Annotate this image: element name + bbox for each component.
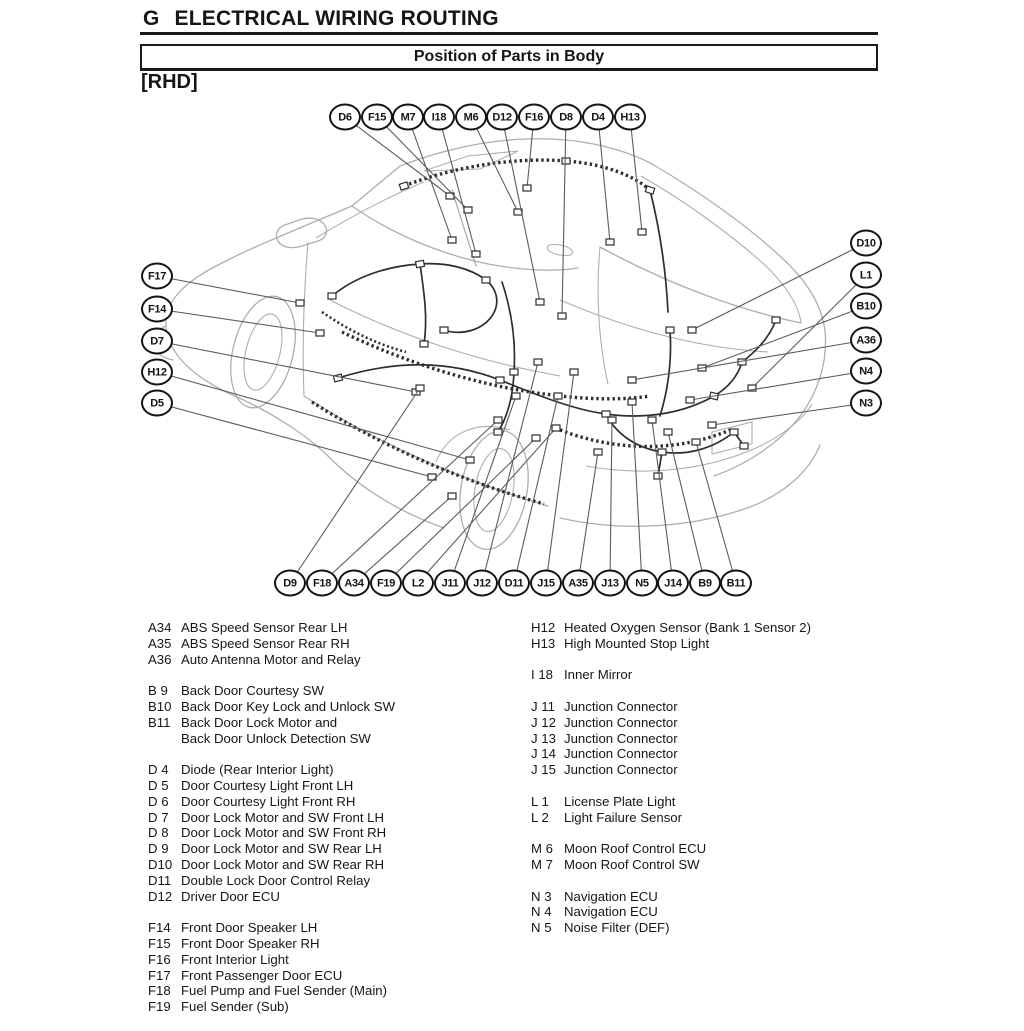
legend-name: Double Lock Door Control Relay — [181, 872, 371, 888]
legend-entry — [531, 810, 961, 826]
legend-name: License Plate Light — [564, 793, 676, 809]
legend-name: Fuel Pump and Fuel Sender (Main) — [181, 983, 387, 999]
legend-entry — [148, 841, 528, 857]
legend-entry — [148, 983, 528, 999]
legend-name: Back Door Key Lock and Unlock SW — [181, 698, 396, 714]
legend-entry — [531, 857, 961, 873]
legend-group — [148, 920, 528, 1015]
legend-name: Light Failure Sensor — [564, 809, 683, 825]
legend-entry — [148, 889, 528, 905]
callout-f18: F18 — [306, 570, 338, 597]
callout-a35: A35 — [562, 570, 594, 597]
legend-code: L 2 — [531, 809, 549, 825]
legend-name: Junction Connector — [564, 714, 678, 730]
legend-group — [531, 794, 961, 826]
legend-entry — [531, 794, 961, 810]
legend-entry — [148, 999, 528, 1015]
legend-code: N 5 — [531, 920, 552, 936]
legend-entry — [531, 841, 961, 857]
legend-name: Diode (Rear Interior Light) — [181, 762, 334, 778]
section-letter: G — [143, 7, 160, 30]
callout-h12: H12 — [141, 359, 173, 386]
legend-group — [148, 762, 528, 904]
legend-entry — [531, 636, 961, 652]
callout-d9: D9 — [274, 570, 306, 597]
callout-a36: A36 — [850, 327, 882, 354]
callout-j12: J12 — [466, 570, 498, 597]
callout-f15: F15 — [361, 104, 393, 131]
callout-f19: F19 — [370, 570, 402, 597]
callout-b11: B11 — [720, 570, 752, 597]
car-outline — [153, 139, 826, 555]
callout-j11: J11 — [434, 570, 466, 597]
legend-code: F16 — [148, 951, 171, 967]
callout-a34: A34 — [338, 570, 370, 597]
legend-code: D 6 — [148, 793, 169, 809]
legend-name: Front Door Speaker LH — [181, 920, 318, 936]
legend-code: B 9 — [148, 683, 168, 699]
legend-code: F17 — [148, 967, 171, 983]
callout-j14: J14 — [657, 570, 689, 597]
callout-j13: J13 — [594, 570, 626, 597]
legend-name: High Mounted Stop Light — [564, 635, 710, 651]
legend-entry — [148, 715, 528, 731]
legend-entry — [148, 952, 528, 968]
callout-d12: D12 — [486, 104, 518, 131]
legend-column-left — [148, 620, 528, 1031]
legend-name: Junction Connector — [564, 730, 678, 746]
legend-name: Auto Antenna Motor and Relay — [181, 651, 361, 667]
section-title-text: ELECTRICAL WIRING ROUTING — [174, 7, 499, 30]
legend-name: Door Lock Motor and SW Rear LH — [181, 841, 382, 857]
legend-entry — [148, 936, 528, 952]
callout-i18: I18 — [423, 104, 455, 131]
legend-code: A36 — [148, 651, 172, 667]
leader-lines — [157, 117, 866, 583]
legend-entry — [531, 920, 961, 936]
legend-entry — [148, 794, 528, 810]
legend-entry — [148, 620, 528, 636]
legend-code: A35 — [148, 635, 172, 651]
legend-code: D 9 — [148, 841, 169, 857]
legend-name: Front Passenger Door ECU — [181, 967, 343, 983]
callout-d5: D5 — [141, 390, 173, 417]
banner-title: Position of Parts in Body — [413, 48, 605, 65]
legend-group — [531, 889, 961, 936]
legend-entry — [148, 762, 528, 778]
legend-name: Back Door Unlock Detection SW — [181, 730, 371, 746]
callout-d4: D4 — [582, 104, 614, 131]
legend-entry — [148, 778, 528, 794]
callout-b10: B10 — [850, 293, 882, 320]
legend-name: Navigation ECU — [564, 904, 658, 920]
callout-b9: B9 — [689, 570, 721, 597]
legend-group — [531, 699, 961, 778]
legend-entry — [148, 920, 528, 936]
legend-entry — [148, 699, 528, 715]
legend-code: D10 — [148, 856, 173, 872]
legend-entry — [148, 873, 528, 889]
legend-entry — [148, 652, 528, 668]
legend-name: Navigation ECU — [564, 888, 658, 904]
legend-name: Front Interior Light — [181, 951, 289, 967]
legend-name: Door Courtesy Light Front RH — [181, 793, 356, 809]
legend-name: Junction Connector — [564, 746, 678, 762]
legend-name: Fuel Sender (Sub) — [181, 999, 289, 1015]
legend-entry — [148, 810, 528, 826]
legend-name: Door Lock Motor and SW Front RH — [181, 825, 387, 841]
legend-name: Junction Connector — [564, 698, 678, 714]
legend-code: F18 — [148, 983, 171, 999]
legend-code: N 3 — [531, 888, 552, 904]
legend-name: Door Lock Motor and SW Front LH — [181, 809, 385, 825]
legend-name: Inner Mirror — [564, 667, 633, 683]
legend-column-right — [531, 620, 961, 952]
callout-n3: N3 — [850, 390, 882, 417]
callout-m6: M6 — [455, 104, 487, 131]
legend-code: F19 — [148, 999, 171, 1015]
legend-group — [148, 620, 528, 667]
legend-code: D12 — [148, 888, 173, 904]
legend-code: D11 — [148, 872, 172, 888]
legend-code — [148, 731, 181, 747]
legend-code: A34 — [148, 620, 172, 635]
legend-code: M 7 — [531, 856, 553, 872]
legend-entry — [531, 715, 961, 731]
legend-code: J 15 — [531, 762, 556, 778]
legend-entry — [531, 904, 961, 920]
callout-h13: H13 — [614, 104, 646, 131]
callout-d7: D7 — [141, 328, 173, 355]
variant-label: [RHD] — [141, 71, 198, 93]
legend-entry — [148, 825, 528, 841]
callout-m7: M7 — [392, 104, 424, 131]
wiring-harness — [312, 158, 780, 504]
legend-entry — [531, 699, 961, 715]
legend-code: B10 — [148, 698, 172, 714]
legend-entry — [531, 762, 961, 778]
legend-code: F14 — [148, 920, 171, 936]
legend-name: Driver Door ECU — [181, 888, 280, 904]
callout-d11: D11 — [498, 570, 530, 597]
callout-d10: D10 — [850, 230, 882, 257]
legend-entry — [148, 968, 528, 984]
legend-code: J 12 — [531, 714, 556, 730]
legend-name: ABS Speed Sensor Rear LH — [181, 620, 348, 635]
legend-entry — [531, 746, 961, 762]
callout-f16: F16 — [518, 104, 550, 131]
legend-group — [531, 841, 961, 873]
legend-group — [148, 683, 528, 746]
legend-entry — [148, 636, 528, 652]
legend-name: Door Lock Motor and SW Rear RH — [181, 856, 385, 872]
legend-entry — [531, 620, 961, 636]
legend-name: Moon Roof Control SW — [564, 856, 700, 872]
legend-code: J 11 — [531, 698, 555, 714]
legend-code: F15 — [148, 935, 171, 951]
legend-code: M 6 — [531, 841, 553, 857]
legend-code: D 5 — [148, 777, 169, 793]
legend-code: L 1 — [531, 793, 549, 809]
legend-name: Front Door Speaker RH — [181, 935, 320, 951]
legend-entry — [531, 889, 961, 905]
callout-l2: L2 — [402, 570, 434, 597]
legend-name: Moon Roof Control ECU — [564, 841, 707, 857]
legend-entry — [148, 731, 528, 747]
legend-code: D 7 — [148, 809, 169, 825]
legend-code: I 18 — [531, 667, 553, 683]
legend-code: B11 — [148, 714, 171, 730]
legend-name: Noise Filter (DEF) — [564, 920, 670, 936]
legend-code: D 8 — [148, 825, 169, 841]
callout-j15: J15 — [530, 570, 562, 597]
legend-code: H12 — [531, 620, 556, 635]
legend-code: D 4 — [148, 762, 169, 778]
callout-l1: L1 — [850, 262, 882, 289]
legend-group — [531, 620, 961, 652]
legend-name: Back Door Lock Motor and — [181, 714, 338, 730]
callout-d6: D6 — [329, 104, 361, 131]
legend-code: J 14 — [531, 746, 556, 762]
legend-entry — [531, 667, 961, 683]
callout-f17: F17 — [141, 263, 173, 290]
legend-name: ABS Speed Sensor Rear RH — [181, 635, 350, 651]
legend-name: Door Courtesy Light Front LH — [181, 777, 354, 793]
legend-name: Junction Connector — [564, 762, 678, 778]
legend-code: N 4 — [531, 904, 552, 920]
legend-entry — [148, 857, 528, 873]
legend-name: Heated Oxygen Sensor (Bank 1 Sensor 2) — [564, 620, 812, 635]
legend-entry — [148, 683, 528, 699]
callout-n5: N5 — [626, 570, 658, 597]
legend-entry — [531, 731, 961, 747]
callout-d8: D8 — [550, 104, 582, 131]
callout-n4: N4 — [850, 358, 882, 385]
callout-f14: F14 — [141, 296, 173, 323]
legend-group — [531, 667, 961, 683]
legend-code: J 13 — [531, 730, 556, 746]
legend-name: Back Door Courtesy SW — [181, 683, 324, 699]
legend-code: H13 — [531, 635, 556, 651]
